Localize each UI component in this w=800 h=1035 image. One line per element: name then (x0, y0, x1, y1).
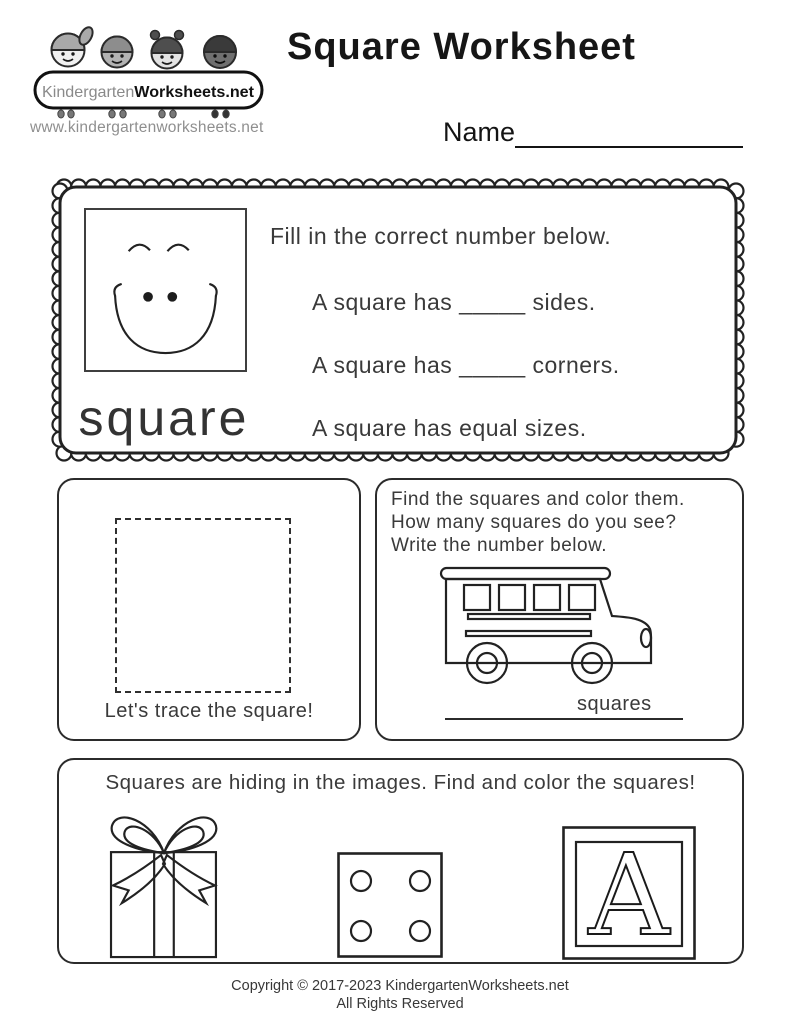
gift-drawing (95, 808, 230, 960)
answer-blank-line (445, 718, 683, 720)
answer-label: squares (577, 693, 652, 715)
block-letter: A (588, 831, 670, 960)
logo-kid-boy1 (102, 37, 133, 68)
school-bus-drawing (437, 566, 657, 690)
intro-instruction: Fill in the correct number below. (270, 223, 612, 249)
count-instruction-1: Find the squares and color them. (391, 489, 685, 510)
logo-kids-feet (58, 110, 229, 118)
copyright-text: Copyright © 2017-2023 KindergartenWorksheets.net (231, 978, 569, 994)
count-box (375, 478, 744, 741)
count-instruction-2: How many squares do you see? (391, 512, 677, 533)
name-label: Name (443, 117, 516, 147)
count-instruction-3: Write the number below. (391, 535, 608, 556)
smiley-square-figure (84, 208, 247, 372)
fill-line-sides: A square has _____ sides. (312, 289, 596, 315)
smiley-face-icon (86, 210, 245, 370)
logo-banner-text (42, 84, 255, 101)
logo-kid-girl1 (52, 25, 96, 66)
find-instruction: Squares are hiding in the images. Find and color the squares! (105, 771, 696, 794)
logo-brand-gray: Kindergarten (42, 84, 134, 101)
page-title: Square Worksheet (287, 26, 636, 68)
name-blank-line (515, 116, 743, 148)
trace-caption: Let's trace the square! (104, 700, 314, 722)
logo-kid-girl2 (151, 31, 184, 69)
rights-text: All Rights Reserved (336, 996, 464, 1012)
letter-block-drawing (562, 826, 696, 960)
intro-box (48, 175, 748, 465)
name-row (443, 116, 743, 148)
dice-drawing (337, 852, 443, 958)
find-box (57, 758, 744, 964)
logo-kid-boy2 (204, 36, 236, 68)
trace-box (57, 478, 361, 741)
kindergartenworksheets-logo (28, 8, 268, 122)
website-url: www.kindergartenworksheets.net (30, 119, 264, 136)
shape-word: square (78, 390, 250, 446)
footer (0, 977, 800, 1013)
fill-line-corners: A square has _____ corners. (312, 352, 620, 378)
logo-brand-black: Worksheets.net (134, 84, 254, 101)
fill-line-equal: A square has equal sizes. (312, 415, 587, 441)
trace-dashed-square (115, 518, 291, 693)
